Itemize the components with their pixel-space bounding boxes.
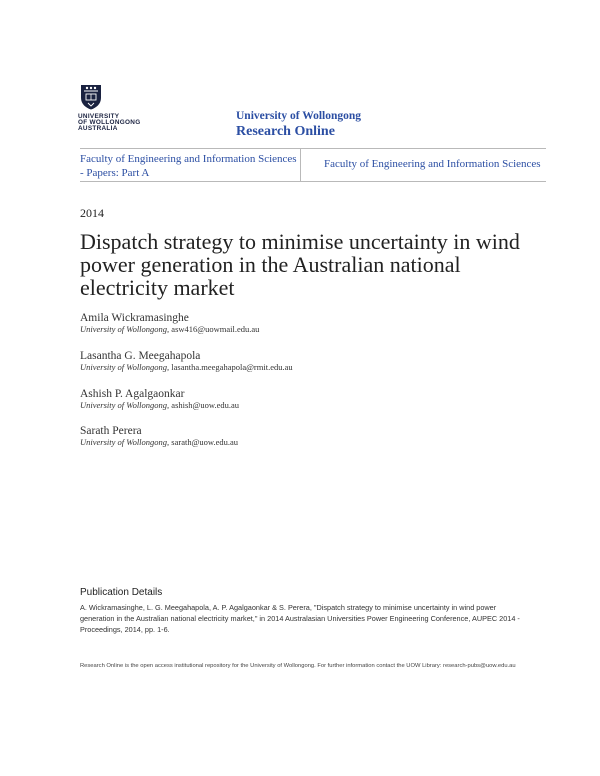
logo-line: AUSTRALIA: [78, 125, 118, 133]
author-affiliation: University of Wollongong, asw416@uowmail.edu.au: [80, 324, 260, 334]
author-block: [80, 350, 293, 372]
faculty-papers-link[interactable]: Faculty of Engineering and Information Sciences - Papers: Part A: [80, 153, 297, 179]
affiliation-name: University of Wollongong: [80, 437, 168, 447]
author-block: [80, 425, 238, 447]
author-email[interactable]: ashish@uow.edu.au: [171, 400, 240, 410]
crest-icon: [80, 84, 102, 110]
publication-year: 2014: [80, 206, 104, 220]
paper-title: Dispatch strategy to minimise uncertainty in wind power generation in the Australian national electricity market: [80, 229, 520, 300]
author-block: [80, 312, 259, 334]
university-logo[interactable]: [78, 84, 148, 138]
author-affiliation: University of Wollongong, lasantha.meegahapola@rmit.edu.au: [80, 362, 293, 372]
affiliation-name: University of Wollongong: [80, 324, 168, 334]
author-affiliation: University of Wollongong, ashish@uow.edu.au: [80, 400, 240, 410]
author-block: [80, 388, 239, 410]
author-email[interactable]: sarath@uow.edu.au: [171, 437, 239, 447]
author-email[interactable]: asw416@uowmail.edu.au: [171, 324, 260, 334]
affiliation-name: University of Wollongong: [80, 400, 168, 410]
university-link[interactable]: University of Wollongong: [236, 110, 362, 122]
author-email[interactable]: lasantha.meegahapola@rmit.edu.au: [171, 362, 293, 372]
author-name: Amila Wickramasinghe: [80, 312, 189, 324]
faculty-divider: [300, 148, 301, 182]
author-name: Lasantha G. Meegahapola: [80, 350, 201, 362]
author-name: Sarath Perera: [80, 425, 142, 437]
logo-wordmark: [78, 114, 140, 133]
affiliation-name: University of Wollongong: [80, 362, 168, 372]
author-name: Ashish P. Agalgaonkar: [80, 388, 185, 400]
research-online-link[interactable]: Research Online: [236, 124, 335, 139]
logo-line: UNIVERSITY: [78, 113, 120, 120]
author-affiliation: University of Wollongong, sarath@uow.edu.au: [80, 437, 239, 447]
logo-line: OF WOLLONGONG: [78, 119, 141, 127]
publication-details-text: A. Wickramasinghe, L. G. Meegahapola, A. P. Agalgaonkar & S. Perera, "Dispatch strategy to minimise uncertainty in wind power generation in the Australian national electricity market," in 2014 Australasian Universities Power Engineering Conference, AUPEC 2014 - Proceedings, 2014, pp. 1-6.: [80, 603, 520, 634]
repository-footer: Research Online is the open access institutional repository for the University of Wollongong. For further information contact the UOW Library: research-pubs@uow.edu.au: [80, 663, 516, 669]
publication-details-heading: Publication Details: [80, 587, 163, 598]
faculty-link[interactable]: Faculty of Engineering and Information Sciences: [324, 158, 541, 170]
